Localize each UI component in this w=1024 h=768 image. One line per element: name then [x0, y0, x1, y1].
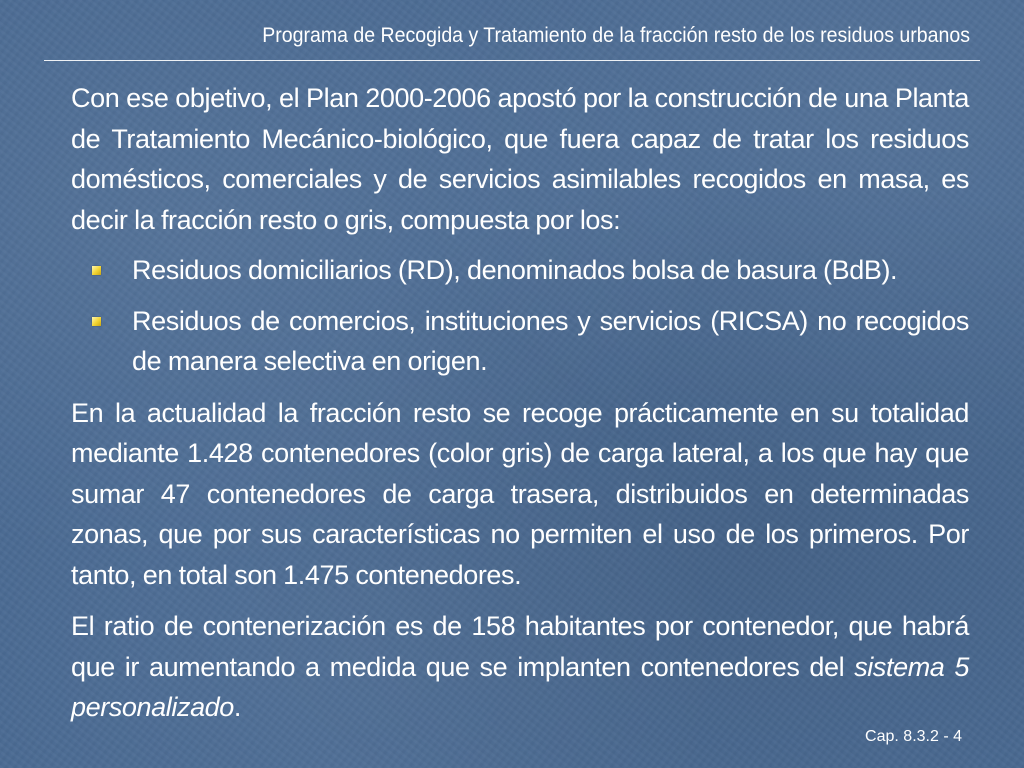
page-number: Cap. 8.3.2 - 4 — [865, 728, 962, 745]
bullet-item-ricsa — [71, 301, 969, 382]
bullet-list — [71, 250, 969, 382]
bullet-item-domiciliarios — [71, 250, 969, 291]
square-bullet-icon — [92, 266, 101, 275]
paragraph-objective: Con ese objetivo, el Plan 2000-2006 apostó por la construcción de una Planta de Tratamiento Mecánico-biológico, que fuera capaz de tratar los residuos domésticos, comerciales y de servicios asimilables recogidos en masa, es decir la fracción resto o gris, compuesta por los: — [71, 83, 969, 235]
slide-header-title: Programa de Recogida y Tratamiento de la fracción resto de los residuos urbanos — [262, 24, 970, 47]
header-divider — [44, 60, 980, 61]
paragraph-containers: En la actualidad la fracción resto se recoge prácticamente en su totalidad mediante 1.428 contenedores (color gris) de carga lateral, a los que hay que sumar 47 contenedores de carga trasera, distribuidos en determinadas zonas, que por sus características no permiten el uso de los primeros. Por tanto, en total son 1.475 contenedores. — [71, 397, 969, 590]
square-bullet-icon — [92, 317, 101, 326]
slide-content — [71, 78, 969, 728]
ratio-end-text: . — [233, 692, 242, 722]
ratio-italic-text: sistema 5 personalizado — [71, 651, 969, 722]
bullet-text: Residuos de comercios, instituciones y servicios (RICSA) no recogidos de manera selectiva en origen. — [132, 305, 969, 376]
paragraph-ratio — [71, 606, 969, 728]
bullet-text: Residuos domiciliarios (RD), denominados bolsa de basura (BdB). — [132, 255, 898, 285]
ratio-text: El ratio de contenerización es de 158 habitantes por contenedor, que habrá que ir aumentando a medida que se implanten contenedores del — [71, 611, 969, 682]
